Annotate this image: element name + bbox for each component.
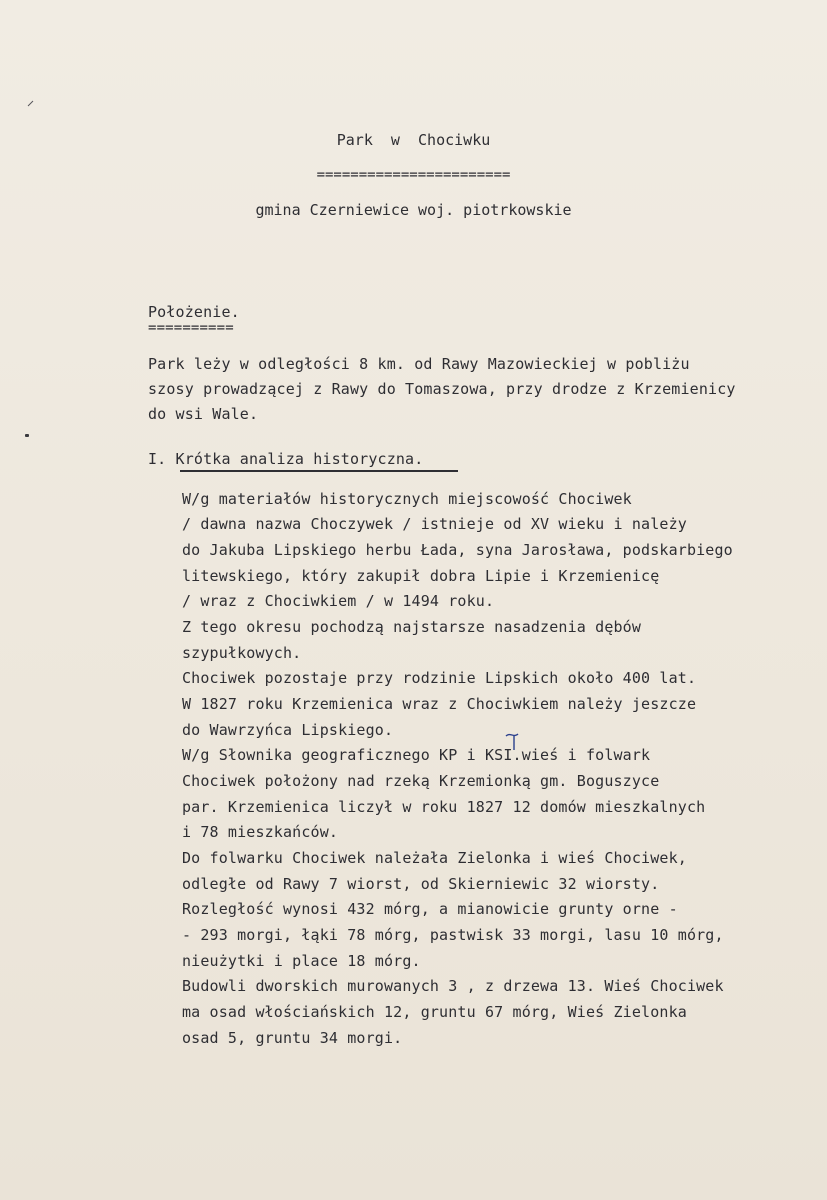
history-line: W 1827 roku Krzemienica wraz z Chociwkiem należy jeszcze xyxy=(182,695,697,713)
history-line: Rozległość wynosi 432 mórg, a mianowicie grunty orne - xyxy=(182,900,678,918)
history-line: / dawna nazwa Choczywek / istnieje od XV wieku i należy xyxy=(182,515,687,533)
history-line: Chociwek położony nad rzeką Krzemionką gm. Boguszyce xyxy=(182,772,660,790)
history-line: i 78 mieszkańców. xyxy=(182,823,339,841)
history-line: osad 5, gruntu 34 morgi. xyxy=(182,1029,403,1047)
history-line: Do folwarku Chociwek należała Zielonka i wieś Chociwek, xyxy=(182,849,687,867)
history-line: Chociwek pozostaje przy rodzinie Lipskich około 400 lat. xyxy=(182,669,697,687)
margin-speck xyxy=(25,434,29,437)
history-line: szypułkowych. xyxy=(182,644,302,662)
history-line: - 293 morgi, łąki 78 mórg, pastwisk 33 morgi, lasu 10 mórg, xyxy=(182,926,724,944)
history-line: Budowli dworskich murowanych 3 , z drzewa 13. Wieś Chociwek xyxy=(182,977,724,995)
history-line: ma osad włościańskich 12, gruntu 67 mórg, Wieś Zielonka xyxy=(182,1003,687,1021)
history-line: litewskiego, który zakupił dobra Lipie i Krzemienicę xyxy=(182,567,660,585)
handwritten-correction-mark xyxy=(500,730,530,752)
history-line: do Jakuba Lipskiego herbu Łada, syna Jarosława, podskarbiego xyxy=(182,541,733,559)
location-line: do wsi Wale. xyxy=(148,405,259,423)
title-rule: ======================= xyxy=(316,167,511,183)
history-line: W/g materiałów historycznych miejscowość Chociwek xyxy=(182,490,632,508)
location-line: Park leży w odległości 8 km. od Rawy Mazowieckiej w pobliżu xyxy=(148,355,690,373)
history-line: par. Krzemienica liczył w roku 1827 12 domów mieszkalnych xyxy=(182,798,706,816)
history-line: W/g Słownika geograficznego KP i KSI.wieś i folwark xyxy=(182,746,651,764)
history-line: nieużytki i place 18 mórg. xyxy=(182,952,421,970)
location-heading: Położenie. xyxy=(148,303,240,321)
location-line: szosy prowadzącej z Rawy do Tomaszowa, przy drodze z Krzemienicy xyxy=(148,380,736,398)
document-subtitle: gmina Czerniewice woj. piotrkowskie xyxy=(255,201,572,219)
history-line: odległe od Rawy 7 wiorst, od Skierniewic 32 wiorsty. xyxy=(182,875,660,893)
history-line: do Wawrzyńca Lipskiego. xyxy=(182,721,394,739)
margin-speck xyxy=(26,98,36,108)
document-title: Park w Chociwku xyxy=(336,131,491,149)
history-line: Z tego okresu pochodzą najstarsze nasadzenia dębów xyxy=(182,618,642,636)
history-heading: I. Krótka analiza historyczna. xyxy=(148,450,424,468)
history-heading-underline xyxy=(180,470,458,472)
history-line: / wraz z Chociwkiem / w 1494 roku. xyxy=(182,592,495,610)
location-heading-rule: ========== xyxy=(148,320,234,336)
